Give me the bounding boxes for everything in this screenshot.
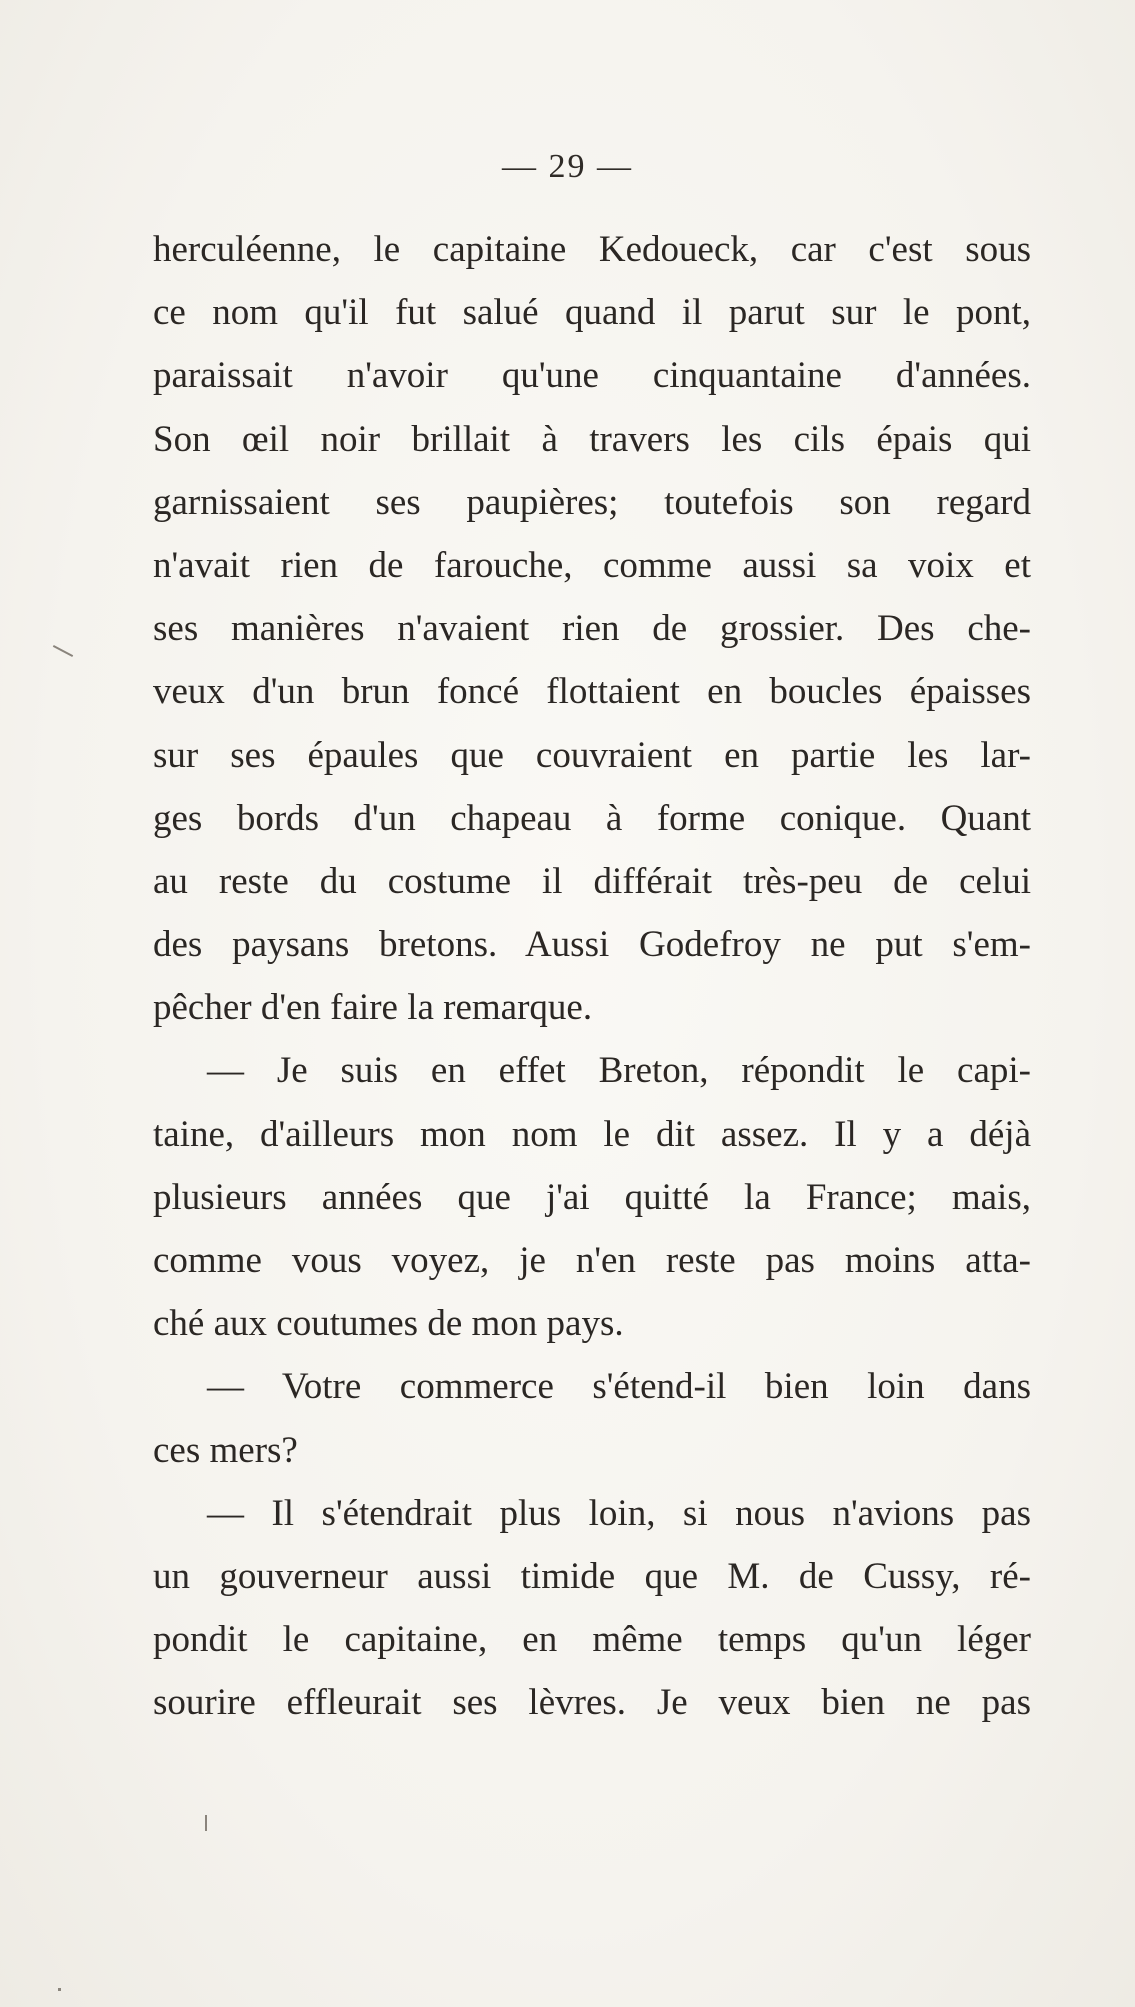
- text-line: des paysans bretons. Aussi Godefroy ne put s'em-: [153, 924, 1031, 966]
- text-line: sourire effleurait ses lèvres. Je veux bien ne pas: [153, 1682, 1031, 1724]
- text-line: ces mers?: [153, 1429, 298, 1471]
- text-line: comme vous voyez, je n'en reste pas moins atta-: [153, 1240, 1031, 1281]
- paper-speck: [53, 645, 73, 657]
- text-line: ses manières n'avaient rien de grossier. Des che-: [153, 608, 1031, 650]
- text-line: paraissait n'avoir qu'une cinquantaine d'années.: [153, 355, 1031, 397]
- page-number: — 29 —: [502, 148, 633, 185]
- body-text: [153, 218, 1031, 1735]
- text-line: herculéenne, le capitaine Kedoueck, car c'est sous: [153, 229, 1031, 270]
- text-line: — Votre commerce s'étend-il bien loin dans: [207, 1366, 1031, 1408]
- text-line: ce nom qu'il fut salué quand il parut sur le pont,: [153, 292, 1031, 334]
- paper-speck: [58, 1988, 61, 1991]
- text-line: taine, d'ailleurs mon nom le dit assez. Il y a déjà: [153, 1113, 1031, 1155]
- text-line: garnissaient ses paupières; toutefois son regard: [153, 481, 1031, 523]
- text-line: plusieurs années que j'ai quitté la France; mais,: [153, 1176, 1031, 1218]
- text-line: ges bords d'un chapeau à forme conique. Quant: [153, 797, 1031, 839]
- paper-speck: [205, 1815, 207, 1831]
- text-line: un gouverneur aussi timide que M. de Cussy, ré-: [153, 1555, 1031, 1597]
- text-line: sur ses épaules que couvraient en partie les lar-: [153, 734, 1031, 776]
- text-line: n'avait rien de farouche, comme aussi sa voix et: [153, 544, 1031, 586]
- text-line: au reste du costume il différait très-peu de celui: [153, 860, 1031, 902]
- text-line: Son œil noir brillait à travers les cils épais qui: [153, 418, 1031, 460]
- text-line: pêcher d'en faire la remarque.: [153, 987, 593, 1029]
- text-line: — Je suis en effet Breton, répondit le capi-: [207, 1050, 1031, 1092]
- text-line: ché aux coutumes de mon pays.: [153, 1303, 624, 1345]
- text-line: veux d'un brun foncé flottaient en boucles épaisses: [153, 671, 1031, 713]
- text-line: pondit le capitaine, en même temps qu'un léger: [153, 1619, 1031, 1661]
- text-line: — Il s'étendrait plus loin, si nous n'avions pas: [207, 1492, 1031, 1534]
